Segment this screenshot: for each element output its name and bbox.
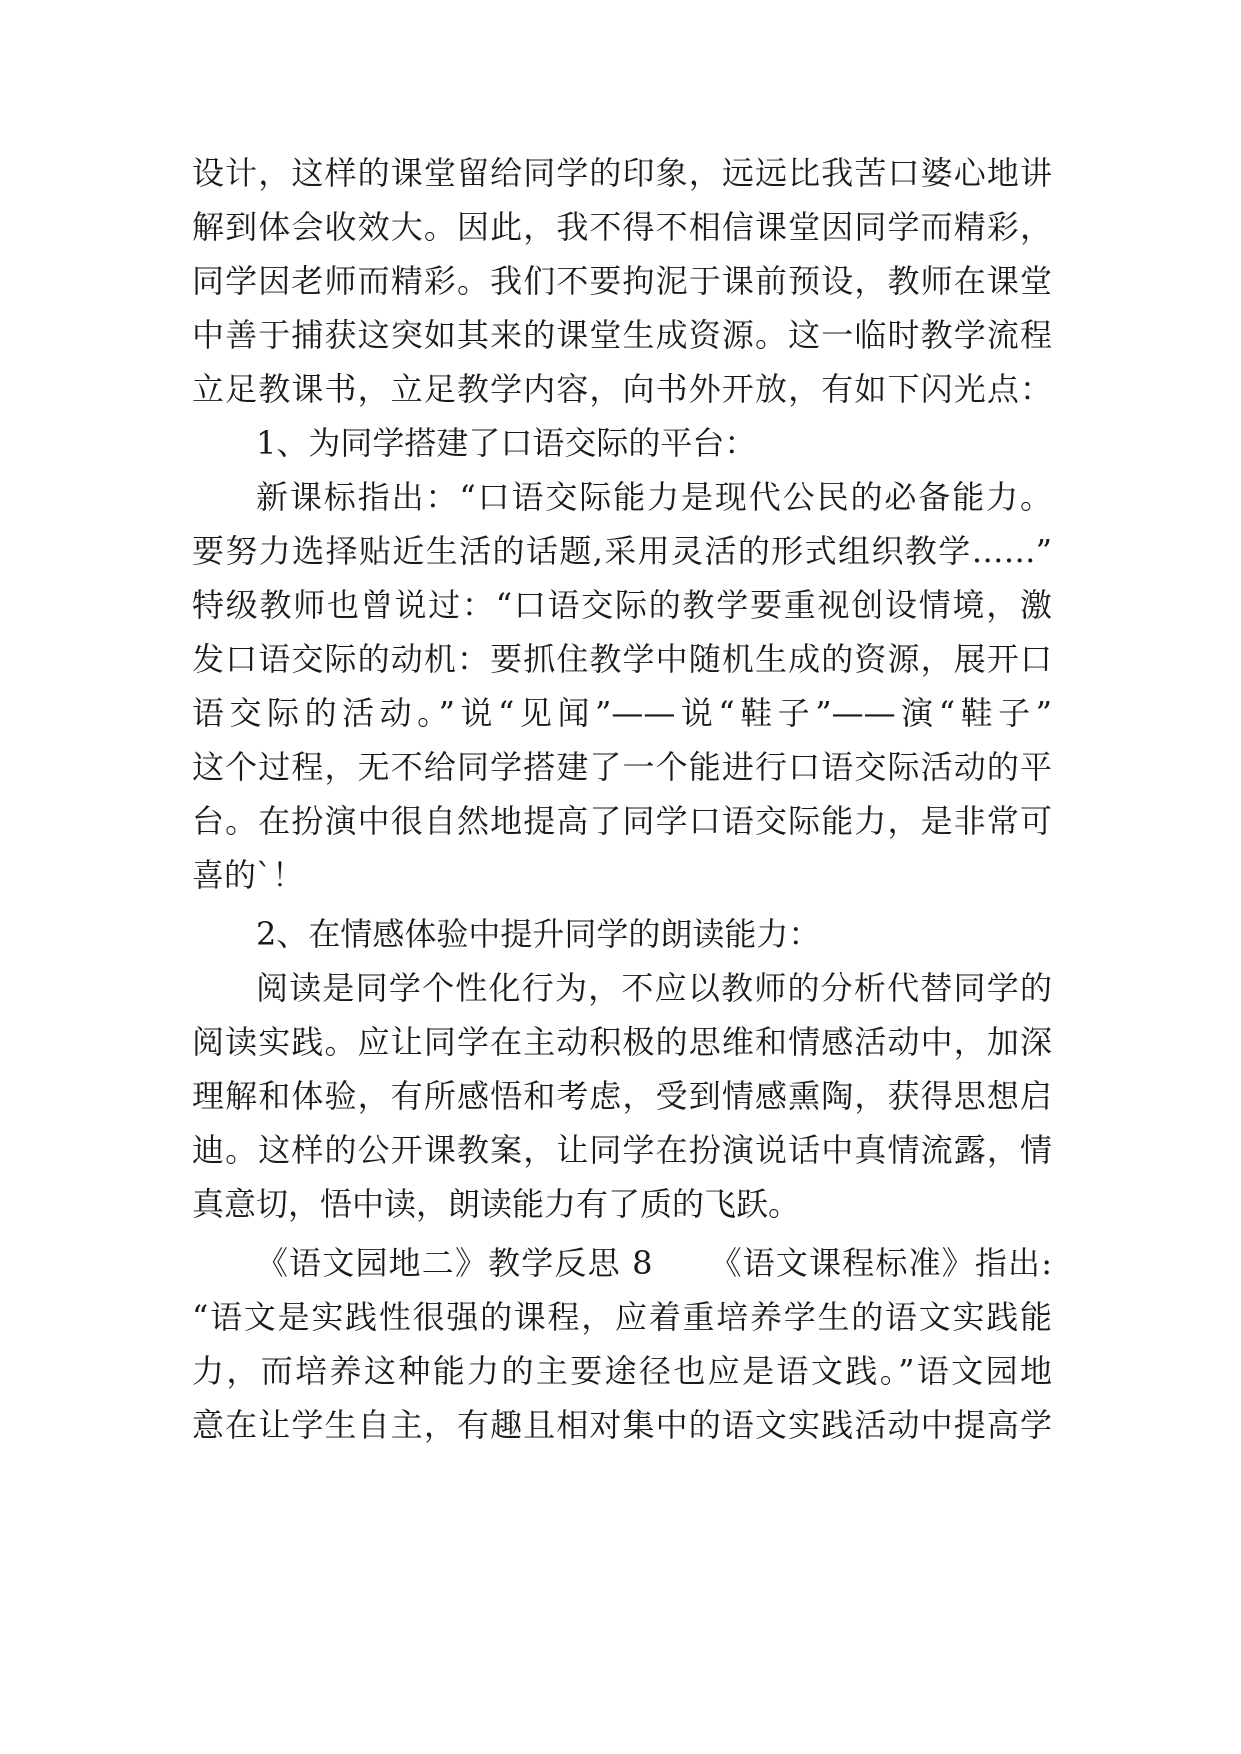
text-line: 语交际的活动。”说“见闻”——说“鞋子”——演“鞋子” (192, 694, 1052, 732)
text-line: 喜的`！ (192, 856, 305, 894)
text-line: “语文是实践性很强的课程，应着重培养学生的语文实践能 (192, 1298, 1052, 1336)
text-line: 阅读是同学个性化行为，不应以教师的分析代替同学的 (256, 969, 1052, 1007)
text-line (256, 1235, 1052, 1291)
text-line: 同学因老师而精彩。我们不要拘泥于课前预设，教师在课堂 (192, 262, 1052, 300)
text-line: 要努力选择贴近生活的话题,采用灵活的形式组织教学……” (192, 532, 1052, 570)
text-line: 解到体会收效大。因此，我不得不相信课堂因同学而精彩， (192, 208, 1052, 246)
text-line: 意在让学生自主，有趣且相对集中的语文实践活动中提高学 (192, 1406, 1052, 1444)
text-line: 这个过程，无不给同学搭建了一个能进行口语交际活动的平 (192, 748, 1052, 786)
text-line: 理解和体验，有所感悟和考虑，受到情感熏陶，获得思想启 (192, 1077, 1052, 1115)
section-heading: 2、在情感体验中提升同学的朗读能力： (256, 915, 821, 953)
text-line: 发口语交际的动机：要抓住教学中随机生成的资源，展开口 (192, 640, 1052, 678)
text-line: 阅读实践。应让同学在主动积极的思维和情感活动中，加深 (192, 1023, 1052, 1061)
text-line: 特级教师也曾说过：“口语交际的教学要重视创设情境，激 (192, 586, 1052, 624)
text-line: 新课标指出：“口语交际能力是现代公民的必备能力。 (256, 478, 1052, 516)
text-line: 中善于捕获这突如其来的课堂生成资源。这一临时教学流程 (192, 316, 1052, 354)
text-line: 力，而培养这种能力的主要途径也应是语文践。”语文园地 (192, 1352, 1052, 1390)
text-line: 迪。这样的公开课教案，让同学在扮演说话中真情流露，情 (192, 1131, 1052, 1169)
text-line: 台。在扮演中很自然地提高了同学口语交际能力，是非常可 (192, 802, 1052, 840)
article-title: 《语文园地二》教学反思 8 (256, 1244, 653, 1282)
text-line: 立足教课书，立足教学内容，向书外开放，有如下闪光点： (192, 370, 1052, 408)
text-segment: 《语文课程标准》指出: (708, 1244, 1052, 1282)
text-line: 设计，这样的课堂留给同学的印象，远远比我苦口婆心地讲 (192, 154, 1052, 192)
text-line: 真意切，悟中读，朗读能力有了质的飞跃。 (192, 1185, 801, 1223)
section-heading: 1、为同学搭建了口语交际的平台： (256, 424, 757, 462)
